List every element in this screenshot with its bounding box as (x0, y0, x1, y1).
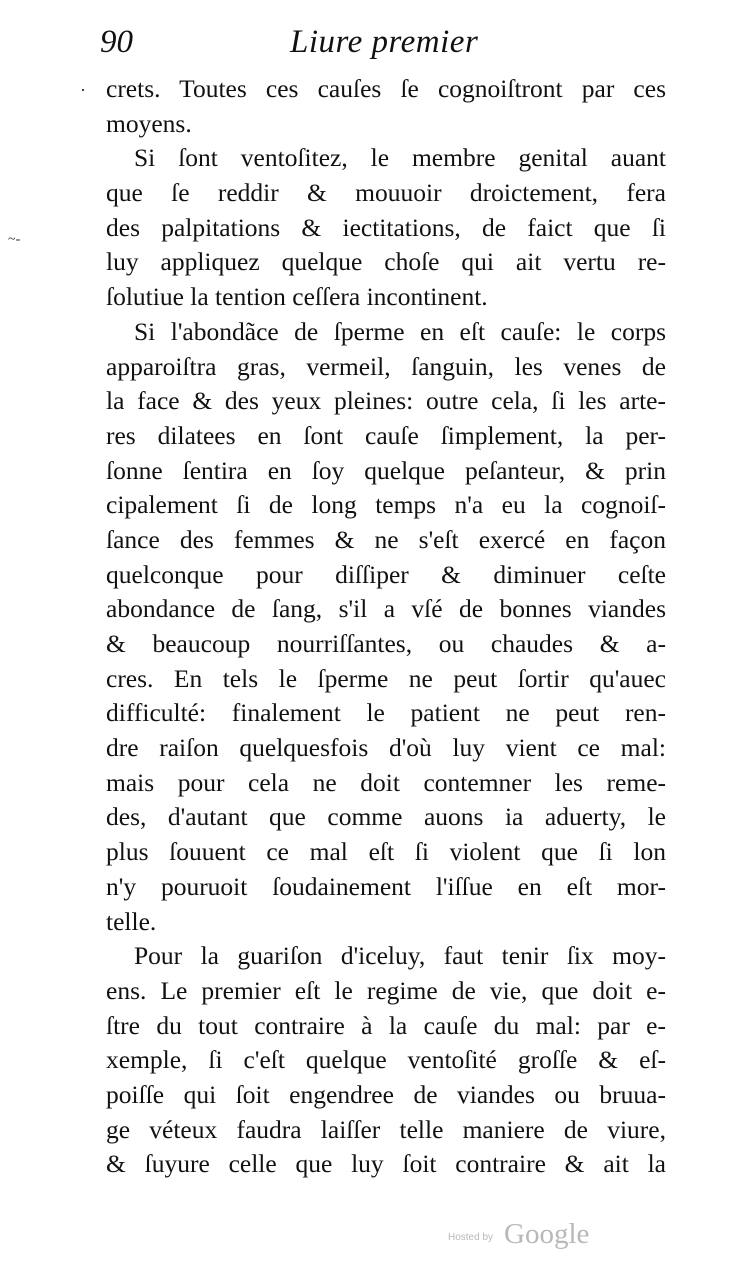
text-line: & ſuyure celle que luy ſoit contraire & ait la (106, 1149, 666, 1179)
text-line: que ſe reddir & mouuoir droictement, fera (106, 178, 666, 208)
text-line: ſolutiue la tention ceſſera incontinent. (106, 282, 488, 312)
text-line: cres. En tels le ſperme ne peut ſortir qu'auec (106, 663, 666, 693)
text-line: ge véteux faudra laiſſer telle maniere de viure, (106, 1114, 666, 1144)
margin-dot-mark: · (80, 80, 86, 100)
text-line: res dilatees en ſont cauſe ſimplement, la per- (106, 420, 666, 450)
text-line: difficulté: finalement le patient ne peut ren- (106, 698, 666, 728)
text-line: poiſſe qui ſoit engendree de viandes ou bruua- (106, 1079, 666, 1109)
text-line: ſance des femmes & ne s'eſt exercé en façon (106, 524, 666, 554)
text-line: apparoiſtra gras, vermeil, ſanguin, les venes de (106, 351, 666, 381)
paragraph-1 (106, 72, 666, 141)
margin-dash-mark: ~- (8, 232, 21, 247)
text-line: quelconque pour diſſiper & diminuer ceſte (106, 559, 666, 589)
text-line: des palpitations & iectitations, de faict que ſi (106, 212, 666, 242)
text-line: n'y pouruoit ſoudainement l'iſſue en eſt mor- (106, 871, 666, 901)
text-line: plus ſouuent ce mal eſt ſi violent que ſi lon (106, 837, 666, 867)
paragraph-4 (106, 939, 666, 1182)
text-line: moyens. (106, 108, 192, 138)
text-line: Si ſont ventoſitez, le membre genital auant (134, 143, 666, 173)
google-watermark (448, 1218, 608, 1254)
text-line: mais pour cela ne doit contemner les reme- (106, 767, 666, 797)
paragraph-2 (106, 141, 666, 314)
text-line: cipalement ſi de long temps n'a eu la cognoiſ- (106, 490, 666, 520)
text-line: xemple, ſi c'eſt quelque ventoſité groſſe & eſ- (106, 1045, 666, 1075)
text-line: ſonne ſentira en ſoy quelque peſanteur, & prin (106, 455, 666, 485)
watermark-hosted-by: Hosted by (448, 1232, 494, 1243)
running-head: Liure premier (290, 24, 479, 60)
text-line: la face & des yeux pleines: outre cela, ſi les arte- (106, 386, 666, 416)
text-line: dre raiſon quelquesfois d'où luy vient ce mal: (106, 733, 666, 763)
text-line: ſtre du tout contraire à la cauſe du mal: par e- (106, 1010, 666, 1040)
google-logo: Google (504, 1218, 590, 1250)
text-line: abondance de ſang, s'il a vſé de bonnes viandes (106, 594, 666, 624)
paragraph-3 (106, 315, 666, 939)
text-line: luy appliquez quelque choſe qui ait vertu re- (106, 247, 666, 277)
page-number: 90 (100, 24, 133, 60)
text-line: telle. (106, 906, 157, 936)
text-line: ens. Le premier eſt le regime de vie, que doit e- (106, 975, 666, 1005)
text-line: des, d'autant que comme auons ia aduerty, le (106, 802, 666, 832)
body-text (106, 72, 666, 1182)
text-line: Pour la guariſon d'iceluy, faut tenir ſix moy- (134, 941, 666, 971)
text-line: crets. Toutes ces cauſes ſe cognoiſtront par ces (106, 74, 666, 103)
text-line: & beaucoup nourriſſantes, ou chaudes & a- (106, 629, 666, 658)
page-header (100, 24, 570, 68)
text-line: Si l'abondãce de ſperme en eſt cauſe: le corps (134, 316, 666, 346)
